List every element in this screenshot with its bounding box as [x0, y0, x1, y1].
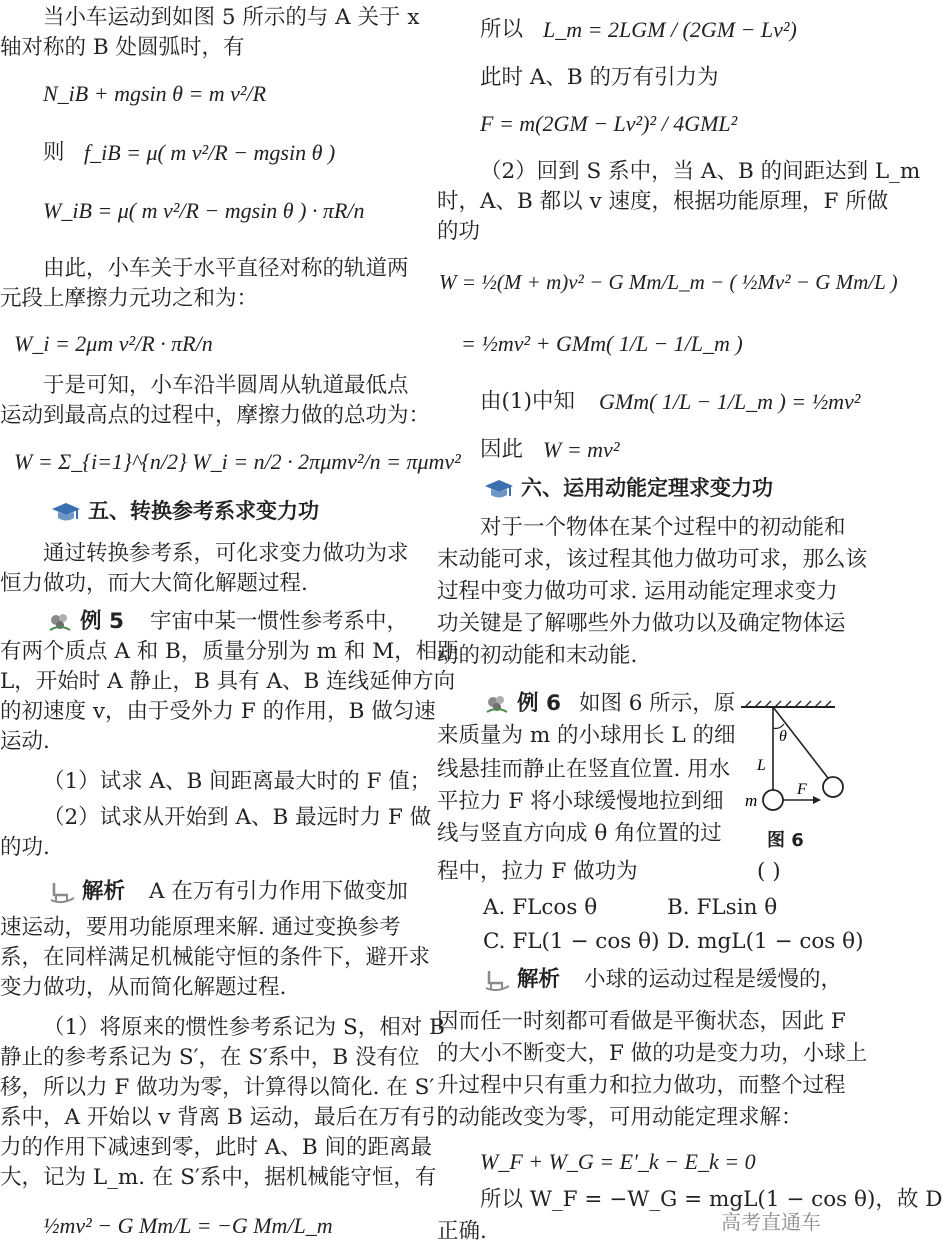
equation-prefix: 由(1)中知	[480, 389, 575, 414]
paragraph-line: 静止的参考系记为 S′，在 S′系中，B 没有位	[0, 1045, 420, 1070]
paragraph-line: 动的初动能和末动能.	[437, 643, 638, 668]
label-F: F	[797, 781, 807, 798]
rocking-chair-icon	[48, 880, 76, 912]
paragraph-line: 对于一个物体在某个过程中的初动能和	[480, 515, 846, 540]
paragraph-line: 恒力做功，而大大简化解题过程.	[0, 571, 308, 596]
equation-7: L_m = 2LGM / (2GM − Lv²)	[543, 17, 797, 42]
paragraph-line: 功关键是了解哪些外力做功以及确定物体运	[437, 611, 846, 636]
paragraph-line: 由此，小车关于水平直径对称的轨道两	[43, 256, 409, 281]
option-a: A. FLcos θ	[483, 895, 598, 920]
equation-prefix: 则	[43, 140, 65, 165]
question-2: （2）试求从开始到 A、B 最远时力 F 做	[43, 805, 432, 830]
paragraph-line: 于是可知，小车沿半圆周从轨道最低点	[43, 373, 409, 398]
equation-3: W_iB = μ( m v²/R − mgsin θ ) · πR/n	[43, 198, 365, 223]
paragraph-line: 的大小不断变大，F 做的功是变力功，小球上	[437, 1041, 868, 1066]
graduation-cap-icon	[50, 500, 82, 531]
flower-icon	[483, 692, 511, 724]
paragraph-line: 因而任一时刻都可看做是平衡状态，因此 F	[437, 1009, 846, 1034]
paragraph-line: 程中，拉力 F 做功为	[437, 859, 638, 884]
paragraph-line: 的初速度 v，由于受外力 F 的作用，B 做匀速	[0, 699, 436, 724]
paragraph-line: 力的作用下减速到零，此时 A、B 间的距离最	[0, 1135, 432, 1160]
equation-10: = ½mv² + GMm( 1/L − 1/L_m )	[461, 331, 743, 356]
figure-caption: 图 6	[767, 830, 804, 851]
question-1: （1）试求 A、B 间距离最大时的 F 值；	[43, 769, 432, 794]
paragraph-line: 元段上摩擦力元功之和为：	[0, 286, 259, 311]
equation-4: W_i = 2μm v²/R · πR/n	[14, 331, 213, 356]
section-heading-6: 六、运用动能定理求变力功	[483, 474, 773, 508]
paragraph-line: 所以 W_F = −W_G = mgL(1 − cos θ)，故 D	[480, 1187, 942, 1212]
paragraph-line: 运动到最高点的过程中，摩擦力做的总功为：	[0, 403, 431, 428]
answer-bracket: ( )	[757, 859, 781, 884]
label-theta: θ	[779, 728, 787, 745]
equation-prefix: 所以	[480, 17, 524, 42]
label-m: m	[745, 791, 758, 810]
paragraph-line: 线悬挂而静止在竖直位置. 用水	[437, 757, 731, 782]
paragraph-line: 的功.	[0, 835, 50, 860]
equation-12: W = mv²	[543, 437, 620, 462]
paragraph-line: 速运动，要用功能原理来解. 通过变换参考	[0, 915, 401, 940]
paragraph-line: 当小车运动到如图 5 所示的与 A 关于 x	[43, 5, 420, 30]
paragraph-line: 正确.	[437, 1219, 487, 1244]
example-5-heading: 例 5 宇宙中某一惯性参考系中，	[46, 608, 408, 642]
paragraph-line: 系中，A 开始以 v 背离 B 运动，最后在万有引	[0, 1105, 444, 1130]
ball-final	[823, 777, 843, 797]
force-arrowhead	[813, 796, 821, 804]
paragraph-line: 时，A、B 都以 v 速度，根据功能原理，F 所做	[437, 189, 889, 214]
equation-9: W = ½(M + m)v² − G Mm/L_m − ( ½Mv² − G Mm/L )	[439, 270, 898, 294]
equation-8: F = m(2GM − Lv²)² / 4GML²	[480, 111, 738, 136]
equation-13: W_F + W_G = E′_k − E_k = 0	[480, 1149, 756, 1174]
paragraph-line: 通过转换参考系，可化求变力做功为求	[43, 541, 409, 566]
figure-6-pendulum	[737, 700, 849, 828]
equation-1: N_iB + mgsin θ = m v²/R	[43, 81, 267, 106]
analysis-heading: 解析 小球的运动过程是缓慢的，	[483, 966, 842, 1000]
equation-5: W = Σ_{i=1}^{n/2} W_i = n/2 · 2πμmv²/n = πμmv²	[14, 449, 461, 474]
option-d: D. mgL(1 − cos θ)	[667, 929, 864, 954]
paragraph-line: 升过程中只有重力和拉力做功，而整个过程	[437, 1073, 846, 1098]
equation-6: ½mv² − G Mm/L = −G Mm/L_m	[43, 1213, 333, 1238]
paragraph-line: 运动.	[0, 729, 50, 754]
paragraph-line: 平拉力 F 将小球缓慢地拉到细	[437, 789, 724, 814]
paragraph-line: L，开始时 A 静止，B 具有 A、B 连线延伸方向	[0, 669, 456, 694]
rocking-chair-icon	[483, 968, 511, 1000]
paragraph-line: （1）将原来的惯性参考系记为 S，相对 B	[43, 1015, 445, 1040]
paragraph-line: 的动能改变为零，可用动能定理求解：	[437, 1105, 803, 1130]
paragraph-line: 有两个质点 A 和 B，质量分别为 m 和 M，相距	[0, 639, 459, 664]
paragraph-line: 移，所以力 F 做功为零，计算得以简化. 在 S′	[0, 1075, 435, 1100]
option-b: B. FLsin θ	[667, 895, 778, 920]
paragraph-line: 大，记为 L_m. 在 S′系中，据机械能守恒，有	[0, 1165, 437, 1190]
graduation-cap-icon	[483, 477, 515, 508]
paragraph-line: 线与竖直方向成 θ 角位置的过	[437, 821, 722, 846]
watermark: 高考直通车	[721, 1210, 821, 1234]
paragraph-line: 来质量为 m 的小球用长 L 的细	[437, 723, 736, 748]
paragraph-line: 系，在同样满足机械能守恒的条件下，避开求	[0, 945, 431, 970]
ball-initial	[763, 790, 783, 810]
paragraph-line: 变力做功，从而简化解题过程.	[0, 975, 287, 1000]
paragraph-line: 过程中变力做功可求. 运用动能定理求变力	[437, 579, 838, 604]
equation-prefix: 因此	[480, 437, 524, 462]
section-heading-5: 五、转换参考系求变力功	[50, 497, 319, 531]
paragraph-line: 此时 A、B 的万有引力为	[480, 65, 719, 90]
paragraph-line: 轴对称的 B 处圆弧时，有	[0, 35, 245, 60]
paragraph-line: （2）回到 S 系中，当 A、B 的间距达到 L_m	[480, 159, 921, 184]
analysis-heading: 解析 A 在万有引力作用下做变加	[48, 878, 408, 912]
equation-2: f_iB = μ( m v²/R − mgsin θ )	[84, 140, 336, 165]
equation-11: GMm( 1/L − 1/L_m ) = ½mv²	[599, 389, 861, 414]
option-c: C. FL(1 − cos θ)	[483, 929, 660, 954]
paragraph-line: 末动能可求，该过程其他力做功可求，那么该	[437, 547, 868, 572]
example-6-heading: 例 6 如图 6 所示，原	[483, 690, 735, 724]
paragraph-line: 的功	[437, 219, 481, 244]
label-L: L	[757, 757, 766, 774]
